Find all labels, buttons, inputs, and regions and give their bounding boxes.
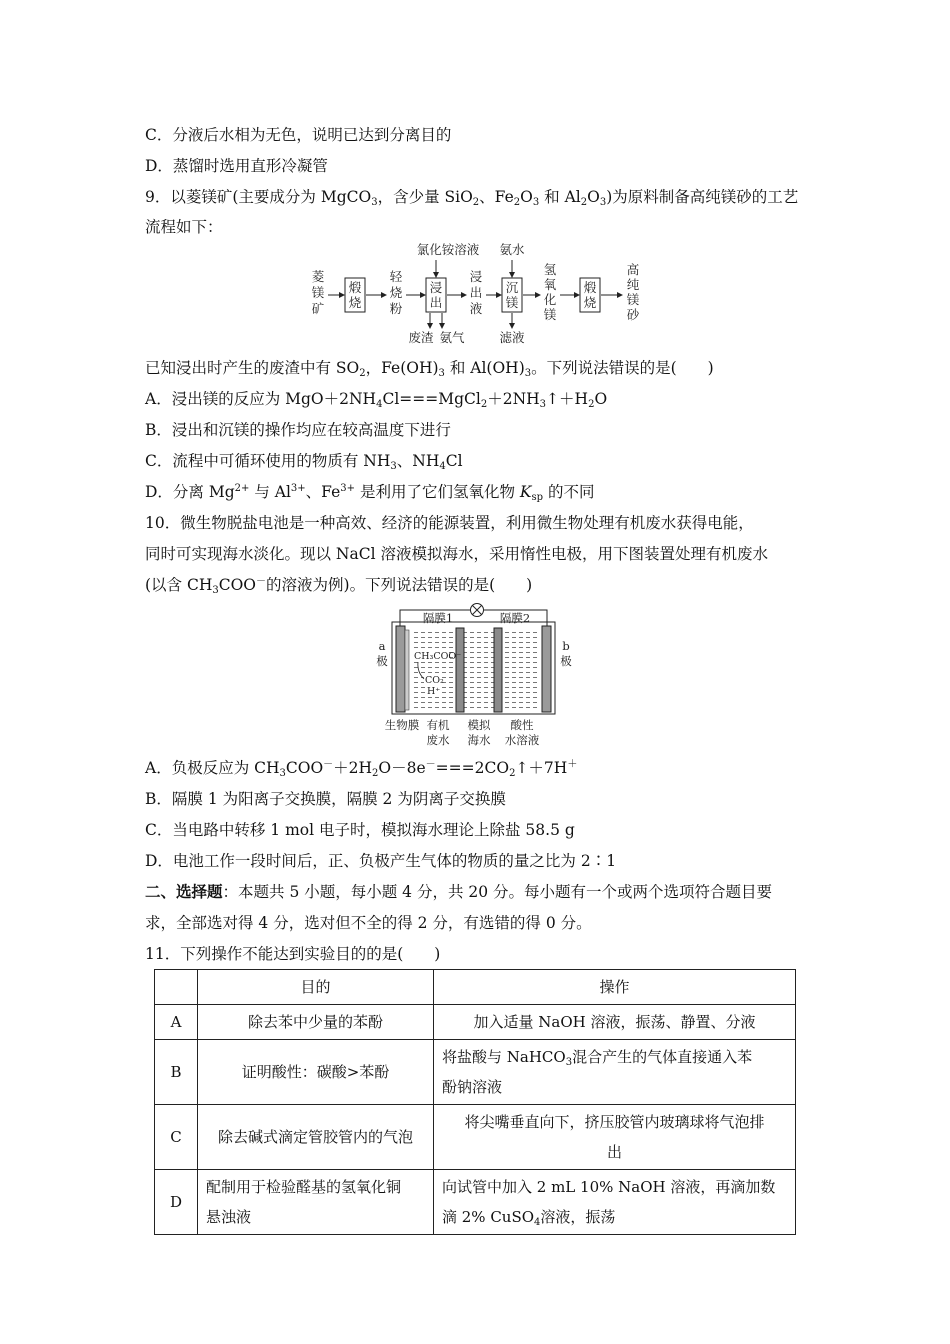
svg-text:煅: 煅	[348, 280, 362, 295]
svg-text:烧: 烧	[348, 295, 362, 310]
header-operation: 操作	[434, 970, 796, 1005]
biofilm	[405, 630, 409, 710]
table-row: C 除去碱式滴定管胶管内的气泡 将尖嘴垂直向下，挤压胶管内玻璃球将气泡排 出	[155, 1105, 796, 1170]
section2-text2: 求，全部选对得 4 分，选对但不全的得 2 分，有选错的得 0 分。	[145, 914, 592, 932]
svg-text:海水: 海水	[467, 733, 491, 747]
svg-text:生物膜: 生物膜	[384, 718, 420, 732]
svg-text:镁: 镁	[311, 285, 325, 300]
svg-text:b: b	[562, 639, 570, 653]
svg-text:液: 液	[469, 301, 483, 316]
q10-option-a: A．负极反应为 $CH_3COO^-+2H_2O-8e^-===2CO_2↑+7H^+$	[145, 759, 578, 779]
svg-text:隔膜1: 隔膜1	[422, 611, 454, 625]
svg-text:废水: 废水	[426, 733, 450, 747]
svg-text:烧: 烧	[389, 285, 403, 300]
svg-text:氨气: 氨气	[439, 330, 465, 345]
q10-option-b: B．隔膜 1 为阳离子交换膜，隔膜 2 为阴离子交换膜	[145, 790, 506, 808]
svg-text:模拟: 模拟	[467, 718, 491, 732]
svg-text:出: 出	[429, 295, 443, 310]
svg-text:化: 化	[543, 292, 557, 307]
q10-option-c: C．当电路中转移 1 mol 电子时，模拟海水理论上除盐 58.5 g	[145, 821, 575, 839]
q9-option-b: B．浸出和沉镁的操作均应在较高温度下进行	[145, 421, 451, 439]
q11-stem: 11．下列操作不能达到实验目的的是( )	[145, 945, 441, 963]
q9-stem-line1: 9．以菱镁矿(主要成分为 MgCO$_3$，含少量 SiO$_2$、$Fe_2O_3$ 和 $Al_2O_3$)为原料制备高纯镁砂的工艺	[145, 188, 799, 208]
svg-text:浸: 浸	[469, 269, 483, 284]
svg-text:浸: 浸	[429, 280, 443, 295]
svg-text:酸性: 酸性	[510, 718, 534, 732]
svg-text:CH₃COO⁻: CH₃COO⁻	[414, 651, 462, 662]
q8-option-c: C．分液后水相为无色，说明已达到分离目的	[145, 126, 452, 144]
svg-text:矿: 矿	[311, 301, 325, 316]
svg-text:烧: 烧	[583, 295, 597, 310]
q9-flow-diagram	[300, 238, 660, 350]
svg-text:出: 出	[469, 285, 483, 300]
section2-header: 二、选择题：本题共 5 小题，每小题 4 分，共 20 分。每小题有一个或两个选项符合题目要	[145, 882, 773, 901]
q10-stem-line2: 同时可实现海水淡化。现以 NaCl 溶液模拟海水，采用惰性电极，用下图装置处理有机废水	[145, 545, 768, 563]
svg-text:废渣: 废渣	[408, 330, 434, 345]
svg-text:砂: 砂	[626, 307, 640, 322]
q9-option-c: C．流程中可循环使用的物质有 $NH_3$、$NH_4Cl$	[145, 452, 463, 472]
svg-text:有机: 有机	[426, 718, 450, 732]
svg-text:水溶液: 水溶液	[504, 733, 540, 747]
svg-text:H⁺: H⁺	[427, 686, 441, 697]
electrode-b	[542, 626, 551, 712]
svg-text:CO₂: CO₂	[425, 675, 444, 686]
svg-text:隔膜2: 隔膜2	[499, 611, 531, 625]
q9-option-d: D．分离 $Mg^{2+}$ 与 $Al^{3+}$、$Fe^{3+}$ 是利用了它们氢氧化物 $K_{sp}$ 的不同	[145, 483, 595, 503]
svg-text:纯: 纯	[626, 277, 640, 292]
svg-text:沉: 沉	[505, 280, 519, 295]
q9-known: 已知浸出时产生的废渣中有 $SO_2$，$Fe(OH)_3$ 和 $Al(OH)_3$。下列说法错误的是( )	[145, 359, 714, 379]
svg-text:a: a	[378, 639, 386, 653]
svg-text:极: 极	[376, 654, 388, 668]
svg-text:镁: 镁	[505, 295, 519, 310]
header-purpose: 目的	[198, 970, 434, 1005]
table-header-row	[155, 970, 796, 1005]
svg-text:镁: 镁	[626, 292, 640, 307]
svg-text:极: 极	[560, 654, 572, 668]
electrode-a	[396, 626, 405, 712]
q9-stem-line2: 流程如下：	[145, 218, 223, 236]
membrane-1	[456, 628, 464, 712]
svg-text:粉: 粉	[389, 301, 403, 316]
q9-option-a: A．浸出镁的反应为 $MgO+2NH_4Cl===MgCl_2+2NH_3↑+H_2O$	[145, 390, 608, 410]
membrane-2	[494, 628, 502, 712]
svg-text:镁: 镁	[543, 307, 557, 322]
q10-option-d: D．电池工作一段时间后，正、负极产生气体的物质的量之比为 2∶1	[145, 852, 617, 870]
svg-text:煅: 煅	[583, 280, 597, 295]
q10-cell-diagram	[372, 600, 582, 750]
flow-start-text: 菱	[311, 269, 325, 284]
section2-title: 二、选择题	[145, 882, 223, 901]
svg-text:氨水: 氨水	[499, 242, 525, 257]
table-row: A 除去苯中少量的苯酚 加入适量 NaOH 溶液，振荡、静置、分液	[155, 1005, 796, 1040]
svg-text:氯化铵溶液: 氯化铵溶液	[416, 242, 480, 257]
q10-stem-line3: (以含 $CH_3COO^-$的溶液为例)。下列说法错误的是( )	[145, 576, 533, 596]
q8-option-d: D．蒸馏时选用直形冷凝管	[145, 157, 328, 175]
svg-text:轻: 轻	[389, 269, 403, 284]
svg-text:滤液: 滤液	[499, 330, 525, 345]
svg-text:氢: 氢	[543, 262, 557, 277]
q10-stem-line1: 10．微生物脱盐电池是一种高效、经济的能源装置，利用微生物处理有机废水获得电能，	[145, 514, 754, 532]
svg-text:高: 高	[626, 262, 640, 277]
q11-table	[154, 969, 796, 1235]
svg-text:氧: 氧	[543, 277, 557, 292]
table-row: D 配制用于检验醛基的氢氧化铜 悬浊液 向试管中加入 2 mL 10% NaOH 溶液，再滴加数 滴 2% CuSO$_4$溶液，振荡	[155, 1170, 796, 1235]
table-row: B 证明酸性：碳酸>苯酚 将盐酸与 NaHCO$_3$混合产生的气体直接通入苯 酚钠溶液	[155, 1040, 796, 1105]
